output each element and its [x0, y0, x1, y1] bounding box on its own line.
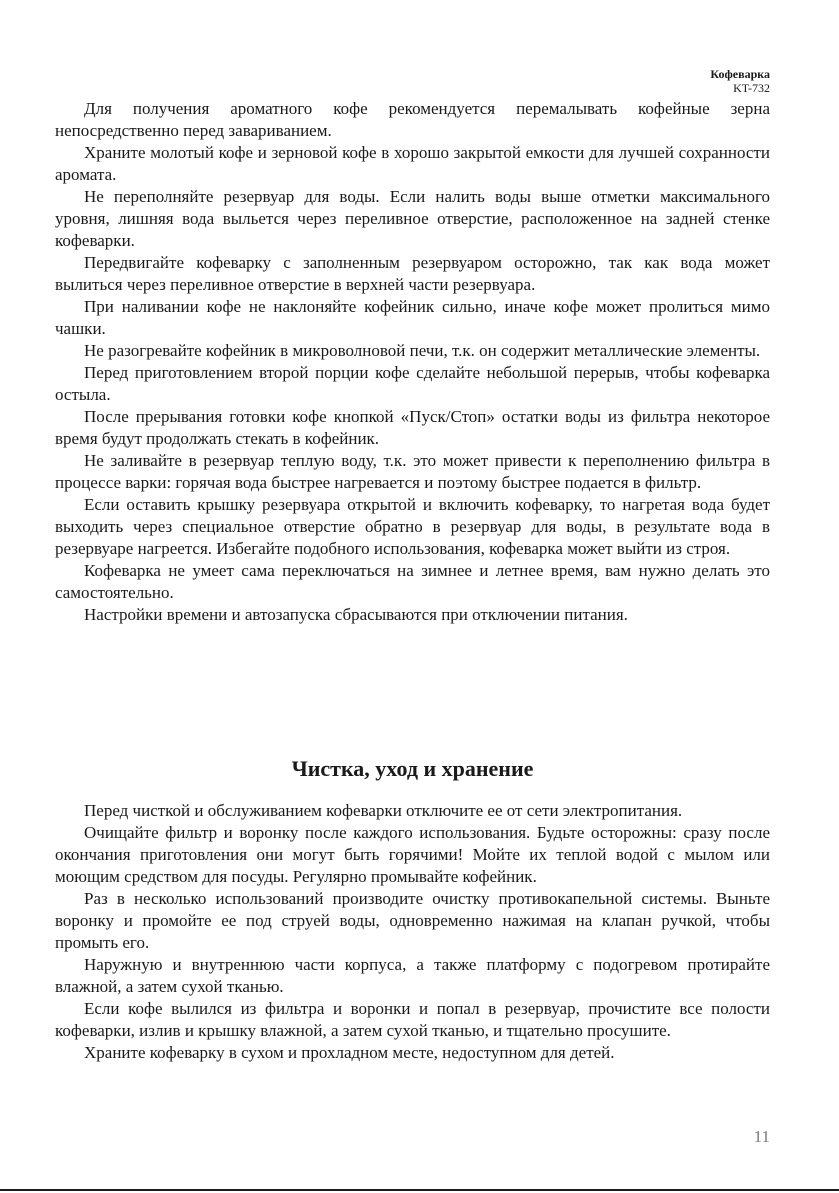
paragraph: Очищайте фильтр и воронку после каждого использования. Будьте осторожны: сразу после окончания приготовления они могут быть горячими! Мойте их теплой водой с мылом или моющим средством для посуды. Регулярно промывайте кофейник.	[55, 823, 770, 886]
paragraph: Для получения ароматного кофе рекомендуется перемалывать кофейные зерна непосредственно перед завариванием.	[55, 99, 770, 140]
paragraph: Если оставить крышку резервуара открытой и включить кофеварку, то нагретая вода будет выходить через специальное отверстие обратно в резервуар для воды, в результате вода в резервуаре нагреется. Избегайте подобного использования, кофеварка может выйти из строя.	[55, 495, 770, 558]
paragraph: Настройки времени и автозапуска сбрасываются при отключении питания.	[84, 605, 628, 624]
bottom-divider	[0, 1189, 839, 1191]
header-model-number: KT-732	[733, 81, 770, 95]
paragraph: Перед приготовлением второй порции кофе сделайте небольшой перерыв, чтобы кофеварка остыла.	[55, 363, 770, 404]
cleaning-care-section	[55, 800, 770, 1064]
paragraph: Не разогревайте кофейник в микроволновой печи, т.к. он содержит металлические элементы.	[84, 341, 761, 360]
paragraph: Если кофе вылился из фильтра и воронки и попал в резервуар, прочистите все полости кофеварки, излив и крышку влажной, а затем сухой тканью, и тщательно просушите.	[55, 999, 770, 1040]
paragraph: Не переполняйте резервуар для воды. Если налить воды выше отметки максимального уровня, лишняя вода выльется через переливное отверстие, расположенное на задней стенке кофеварки.	[55, 187, 770, 250]
paragraph: Не заливайте в резервуар теплую воду, т.к. это может привести к переполнению фильтра в процессе варки: горячая вода быстрее нагревается и поэтому быстрее подается в фильтр.	[55, 451, 770, 492]
paragraph: Кофеварка не умеет сама переключаться на зимнее и летнее время, вам нужно делать это самостоятельно.	[55, 561, 770, 602]
usage-notes-section	[55, 98, 770, 626]
header-product-name: Кофеварка	[710, 67, 770, 81]
paragraph: Передвигайте кофеварку с заполненным резервуаром осторожно, так как вода может вылиться через переливное отверстие в верхней части резервуара.	[55, 253, 770, 294]
paragraph: Храните кофеварку в сухом и прохладном месте, недоступном для детей.	[84, 1043, 615, 1062]
page-number: 11	[753, 1127, 770, 1146]
section-title: Чистка, уход и хранение	[291, 756, 534, 781]
paragraph: Раз в несколько использований производите очистку противокапельной системы. Выньте воронку и промойте ее под струей воды, одновременно нажимая на клапан ручкой, чтобы промыть его.	[55, 889, 770, 952]
paragraph: Наружную и внутреннюю части корпуса, а также платформу с подогревом протирайте влажной, а затем сухой тканью.	[55, 955, 770, 996]
paragraph: При наливании кофе не наклоняйте кофейник сильно, иначе кофе может пролиться мимо чашки.	[55, 297, 770, 338]
paragraph: Перед чисткой и обслуживанием кофеварки отключите ее от сети электропитания.	[84, 801, 683, 820]
page-header	[710, 67, 770, 95]
paragraph: Храните молотый кофе и зерновой кофе в хорошо закрытой емкости для лучшей сохранности аромата.	[55, 143, 770, 184]
paragraph: После прерывания готовки кофе кнопкой «Пуск/Стоп» остатки воды из фильтра некоторое время будут продолжать стекать в кофейник.	[55, 407, 770, 448]
